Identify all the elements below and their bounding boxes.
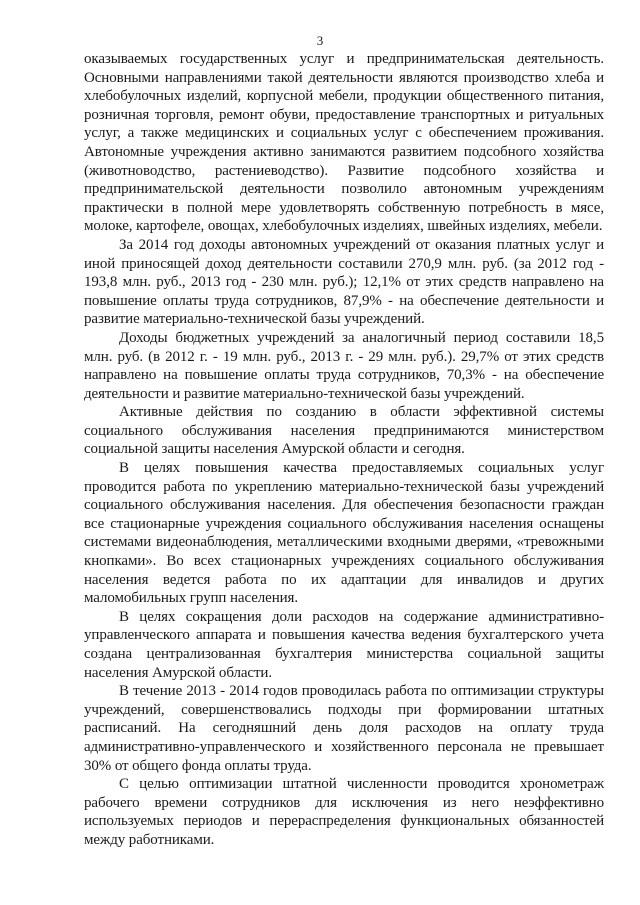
paragraph-autonomous-income: За 2014 год доходы автономных учреждений от оказания платных услуг и иной приносящей доход деятельности составили 270,9 млн. руб. (за 2012 год - 193,8 млн. руб., 2013 год - 230 млн. руб.); 12,1% от этих средств направлено на повышение оплаты труда сотрудников, 87,9% - на обеспечение деятельности и развитие материально-технической базы учреждений. [84,236,604,328]
paragraph-material-base: В целях повышения качества предоставляемых социальных услуг проводится работа по укреплению материально-технической базы учреждений социального обслуживания населения. Для обеспечения безопасности граждан все стационарные учреждения социального обслуживания населения оснащены системами видеонаблюдения, металлическими входными дверями, «тревожными кнопками». Во всех стационарных учреждениях социального обслуживания населения ведется работа по их адаптации для инвалидов и других маломобильных групп населения. [84,460,604,607]
paragraph-centralized-accounting: В целях сокращения доли расходов на содержание административно-управленческого аппарата и повышения качества ведения бухгалтерского учета создана централизованная бухгалтерия министерства социальной защиты населения Амурской области. [84,608,604,681]
paragraph-timekeeping: С целью оптимизации штатной численности проводится хронометраж рабочего времени сотрудников для исключения из него неэффективно используемых периодов и перераспределения функциональных обязанностей между работниками. [84,776,604,848]
paragraph-structure-optimization: В течение 2013 - 2014 годов проводилась работа по оптимизации структуры учреждений, совершенствовались подходы при формировании штатных расписаний. На сегодняшний день доля расходов на оплату труда административно-управленческого и хозяйственного персонала не превышает 30% от общего фонда оплаты труда. [84,683,604,774]
page-number: 3 [316,33,324,48]
paragraph-budget-income: Доходы бюджетных учреждений за аналогичный период составили 18,5 млн. руб. (в 2012 г. - 19 млн. руб., 2013 г. - 29 млн. руб.). 29,7% от этих средств направлено на повышение оплаты труда сотрудников, 70,3% - на обеспечение деятельности и развитие материально-технической базы учреждений. [84,329,604,402]
paragraph-ministry-actions: Активные действия по созданию в области эффективной системы социального обслуживания населения предпринимаются министерством социальной защиты населения Амурской области и сегодня. [84,404,604,458]
document-body [84,50,604,850]
paragraph-continuation: оказываемых государственных услуг и предпринимательская деятельность. Основными направлениями такой деятельности являются производство хлеба и хлебобулочных изделий, корпусной мебели, продукции общественного питания, розничная торговля, ремонт обуви, предоставление транспортных и ритуальных услуг, а также медицинских и социальных услуг с обеспечением проживания. Автономные учреждения активно занимаются развитием подсобного хозяйства (животноводство, растениеводство). Развитие подсобного хозяйства и предпринимательской деятельности позволило автономным учреждениям практически в полной мере удовлетворять собственную потребность в мясе, молоке, картофеле, овощах, хлебобулочных изделиях, швейных изделиях, мебели. [84,51,604,235]
